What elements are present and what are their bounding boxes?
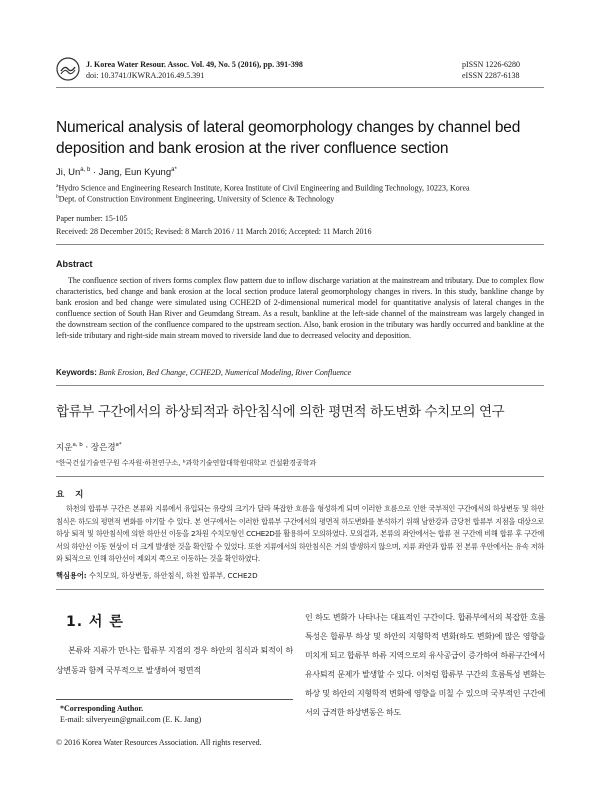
abstract-text: The confluence section of rivers forms complex flow pattern due to inflow discharge variation at the mainstream and tributary. Due to complex flow characteristics, bed change and bank erosion at the local section produce lateral geomorphology changes in rivers. In this study, bankline change by bank erosion and bed change were simulated using CCHE2D of 2-dimensional numerical model for quantitative analysis of lateral changes in the confluence section of South Han River and Geumdang Stream. As a result, bankline at the left-side channel of the mainstream was largely changed in the downstream section of the confluence compared to the upstream section. Also, bank erosion in the tributary was hardly occurred and bankline at the left-side tributary and right-side main stream moved to riverside land due to decreased velocity and deposition.: [56, 276, 544, 340]
affiliation-b-text: Dept. of Construction Environment Engineering, University of Science & Technology: [58, 194, 335, 204]
keywords-ko: [56, 571, 544, 581]
authors-ko: [56, 441, 122, 453]
journal-citation: J. Korea Water Resour. Assoc. Vol. 49, No. 5 (2016), pp. 391-398: [86, 60, 303, 69]
ko-keywords-rule: [56, 589, 544, 590]
intro-left-column: 본류와 지류가 만나는 합류부 지점의 경우 하안의 침식과 퇴적이 하상변동과 함께 국부적으로 발생하여 평면적: [56, 646, 293, 675]
author-ji-ko: 지운: [56, 443, 73, 453]
ko-aff-rule: [56, 476, 544, 477]
kwra-logo-icon: [56, 57, 80, 81]
affiliation-a-text: Hydro Science and Engineering Research Institute, Korea Institute of Civil Engineering and Building Technology, 10223, Korea: [58, 183, 470, 193]
paper-title-ko: 합류부 구간에서의 하상퇴적과 하안침식에 의한 평면적 하도변화 수치모의 연구: [56, 404, 505, 420]
header-rule: [56, 87, 544, 88]
corresponding-email[interactable]: E-mail: silveryeun@gmail.com (E. K. Jang): [60, 715, 202, 724]
corresponding-label: *Corresponding Author.: [60, 704, 144, 713]
author-jang-ko: · 장은경: [82, 443, 116, 453]
keywords-list: Bank Erosion, Bed Change, CCHE2D, Numerical Modeling, River Confluence: [98, 368, 352, 377]
author-ji: Ji, Un: [56, 167, 81, 179]
keywords-label: Keywords:: [56, 368, 97, 377]
corresponding-author: [60, 703, 201, 725]
meta-rule: [56, 244, 544, 245]
author-ji-ko-sup: a, b: [72, 442, 83, 449]
pissn: pISSN 1226-6280: [462, 60, 521, 69]
authors-en: [56, 164, 536, 179]
affiliation-b-mark: b: [56, 194, 59, 200]
keywords: [56, 367, 544, 378]
author-jang-sup: a*: [171, 167, 177, 173]
author-jang: · Jang, Eun Kyung: [90, 167, 172, 179]
keywords-ko-list: 수치모의, 하상변동, 하안침식, 하천 합류부, CCHE2D: [86, 571, 258, 580]
doi[interactable]: doi: 10.3741/JKWRA.2016.49.5.391: [86, 71, 205, 80]
affiliation-a-mark: a: [56, 183, 59, 189]
copyright: © 2016 Korea Water Resources Association. All rights reserved.: [56, 738, 262, 747]
dates: Received: 28 December 2015; Revised: 8 March 2016 / 11 March 2016; Accepted: 11 March 2016: [56, 227, 372, 236]
keywords-rule: [56, 385, 544, 386]
issn-block: [462, 59, 542, 81]
paper-number: Paper number: 15-105: [56, 214, 128, 223]
affiliation-b: [56, 192, 546, 205]
footnote-rule: [56, 699, 293, 700]
abstract-heading: Abstract: [56, 259, 93, 269]
author-jang-ko-sup: a*: [115, 442, 122, 449]
author-ji-sup: a, b: [80, 167, 91, 173]
keywords-ko-label: 핵심용어:: [56, 571, 87, 580]
intro-right-column: 인 하도 변화가 나타나는 대표적인 구간이다. 합류부에서의 복잡한 흐름 특성은 합류부 하상 및 하안의 지형학적 변화(하도 변화)에 많은 영향을 미치게 되고 합류부 하류 지역으로의 유사공급이 증가하여 하류구간에서 유사퇴적 문제가 발생할 수 있다. 이처럼 합류부 구간의 흐름특성 변화는 하상 및 하안의 지형학적 변화에 영향을 미칠 수 있으며 국부적인 구간에서의 급격한 하상변동은 하도: [305, 613, 545, 717]
journal-header: [86, 59, 386, 81]
intro-heading: 1. 서 론: [66, 614, 124, 630]
eissn: eISSN 2287-6138: [462, 71, 520, 80]
yoji-text: 하천의 합류부 구간은 본류와 지류에서 유입되는 유량의 크기가 달라 복잡한 흐름을 형성하게 되며 이러한 흐름으로 인한 국부적인 구간에서의 하상변동 및 하안침식은 하도의 평면적 변화를 야기할 수 있다. 본 연구에서는 이러한 합류부 구간에서의 평면적 하도변화를 분석하기 위해 남한강과 금당천 합류부 지점을 대상으로 하상 퇴적 및 하안침식에 의한 하안선 이동을 2차원 수치모형인 CCHE2D를 활용하여 모의하였다. 모의결과, 본류의 좌안에서는 합류 전 구간에 비해 합류 후 구간에서의 하안선 이동 현상이 더 크게 발생한 것을 확인할 수 있었다. 또한 지류에서의 하안침식은 거의 발생하지 않으며, 지류 좌안과 합류 전 본류 우안에서는 유속 저하와 퇴적으로 인해 하안선이 제외지 쪽으로 이동하는 것을 확인하였다.: [56, 504, 544, 564]
paper-title-en: Numerical analysis of lateral geomorphology changes by channel bed deposition and bank erosion at the river confluence section: [56, 119, 521, 157]
affiliation-ko: ᵃ한국건설기술연구원 수자원·하천연구소, ᵇ과학기술연합대학원대학교 건설환경공학과: [56, 459, 317, 467]
yoji-heading: 요 지: [56, 490, 88, 500]
